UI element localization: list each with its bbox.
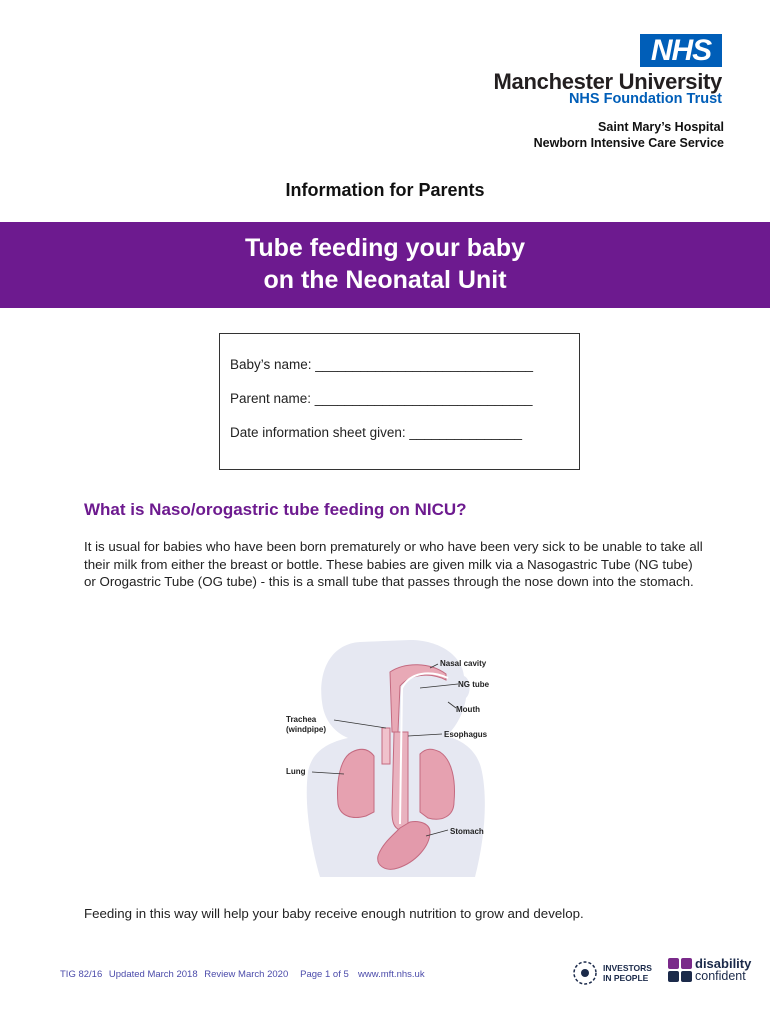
footer-ref: TIG 82/16	[60, 969, 103, 980]
title-banner	[0, 222, 770, 308]
info-heading: Information for Parents	[285, 180, 485, 200]
iip-line-2: IN PEOPLE	[603, 973, 649, 983]
closing-sentence: Feeding in this way will help your baby receive enough nutrition to grow and develop.	[84, 906, 584, 921]
disability-confident-icon	[668, 958, 692, 984]
footer-meta	[60, 969, 429, 980]
dc-line-2: confident	[695, 969, 746, 983]
label-mouth: Mouth	[456, 705, 480, 714]
trachea-shape	[382, 728, 390, 764]
date-given-field: Date information sheet given: _______________	[230, 425, 522, 440]
label-ng-tube: NG tube	[458, 680, 490, 689]
parent-name-field: Parent name: _____________________________	[230, 391, 533, 406]
title-line-2: on the Neonatal Unit	[263, 266, 507, 294]
footer-page: Page 1 of 5	[300, 969, 349, 980]
label-windpipe: (windpipe)	[286, 725, 326, 734]
footer-url[interactable]: www.mft.nhs.uk	[358, 969, 425, 980]
disability-confident-text	[695, 958, 751, 982]
investors-in-people-text	[603, 963, 652, 983]
org-name: Manchester University	[493, 69, 722, 94]
ng-tube-diagram	[270, 632, 510, 882]
iip-line-1: INVESTORS	[603, 963, 652, 973]
dc-line-1: disability	[695, 956, 752, 971]
nhs-logo: NHS	[640, 34, 722, 67]
hospital-name: Saint Mary’s Hospital	[598, 120, 724, 134]
baby-name-field: Baby’s name: _____________________________	[230, 357, 534, 372]
footer-updated: Updated March 2018	[108, 969, 198, 980]
service-name: Newborn Intensive Care Service	[533, 136, 724, 150]
footer-review: Review March 2020	[204, 969, 289, 980]
section-title: What is Naso/orogastric tube feeding on NICU?	[84, 500, 467, 519]
label-nasal-cavity: Nasal cavity	[440, 659, 487, 668]
details-form-box	[219, 333, 580, 470]
title-line-1: Tube feeding your baby	[244, 234, 526, 262]
intro-paragraph: It is usual for babies who have been born prematurely or who have been very sick to be unable to take all their milk from either the breast or bottle. These babies are given milk via a Nasogastric Tube (NG tube) or Orogastric Tube (OG tube) - this is a small tube that passes through the nose down into the stomach.	[84, 539, 703, 589]
hospital-block	[534, 119, 724, 151]
org-subtitle: NHS Foundation Trust	[568, 91, 722, 107]
label-trachea: Trachea	[286, 715, 317, 724]
label-lung: Lung	[286, 767, 306, 776]
anatomy-illustration	[270, 632, 510, 882]
label-esophagus: Esophagus	[444, 730, 488, 739]
label-stomach: Stomach	[450, 827, 484, 836]
